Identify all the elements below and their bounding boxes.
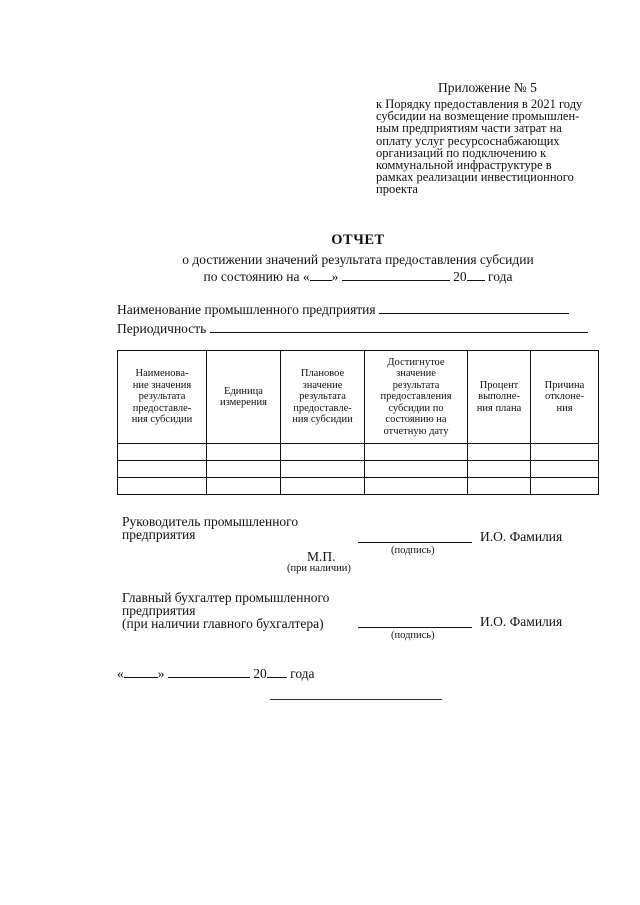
footer-year-blank[interactable] [267, 666, 287, 678]
col-header-percent: Процент выполне- ния плана [468, 351, 531, 444]
table-cell[interactable] [468, 444, 531, 461]
enterprise-name-blank[interactable] [379, 302, 569, 314]
table-cell[interactable] [468, 478, 531, 495]
appendix-reference [376, 98, 604, 196]
table-cell[interactable] [281, 444, 365, 461]
table-row [118, 444, 599, 461]
table-cell[interactable] [365, 478, 468, 495]
year-blank[interactable] [467, 269, 485, 281]
appendix-line: коммунальной инфраструктуре в [376, 158, 552, 173]
footer-month-blank[interactable] [168, 666, 250, 678]
head-name: И.О. Фамилия [480, 529, 563, 544]
results-table [117, 350, 599, 495]
report-title: ОТЧЕТ [331, 232, 385, 248]
enterprise-name-field [117, 302, 569, 318]
col-header-unit: Единица измерения [207, 351, 281, 444]
accountant-signature-caption: (подпись) [391, 630, 435, 641]
accountant-signature-line[interactable] [358, 627, 472, 628]
date-prefix: по состоянию на « [203, 269, 310, 284]
day-blank[interactable] [310, 269, 332, 281]
table-row [118, 461, 599, 478]
appendix-line: оплату услуг ресурсоснабжающих [376, 133, 560, 148]
col-header-name: Наименова- ние значения результата предоставле- ния субсидии [118, 351, 207, 444]
head-signature-caption: (подпись) [391, 545, 435, 556]
month-blank[interactable] [342, 269, 450, 281]
table-cell[interactable] [207, 444, 281, 461]
accountant-label: Главный бухгалтер промышленного предприятия (при наличии главного бухгалтера) [122, 590, 330, 631]
stamp-label: М.П. [307, 549, 336, 564]
appendix-line: рамках реализации инвестиционного [376, 170, 574, 185]
col-header-reason: Причина отклоне- ния [531, 351, 599, 444]
footer-year-suffix: года [290, 666, 315, 681]
table-cell[interactable] [531, 461, 599, 478]
closing-separator [270, 699, 442, 700]
appendix-line: проекта [376, 182, 418, 197]
periodicity-blank[interactable] [210, 321, 588, 333]
report-date-line [0, 269, 640, 285]
table-cell[interactable] [207, 461, 281, 478]
appendix-line: к Порядку предоставления в 2021 году [376, 97, 583, 111]
head-signature-line[interactable] [358, 542, 472, 543]
report-subtitle: о достижении значений результата предоставления субсидии [182, 252, 534, 267]
table-cell[interactable] [118, 478, 207, 495]
table-cell[interactable] [207, 478, 281, 495]
year-suffix: года [488, 269, 513, 284]
appendix-title: Приложение № 5 [438, 80, 537, 95]
footer-year-prefix: 20 [253, 666, 267, 681]
table-cell[interactable] [365, 461, 468, 478]
table-cell[interactable] [281, 478, 365, 495]
head-label: Руководитель промышленного предприятия [122, 514, 299, 542]
footer-open-quote: « [117, 666, 124, 681]
col-header-planned: Плановое значение результата предоставле- ния субсидии [281, 351, 365, 444]
periodicity-label: Периодичность [117, 321, 207, 336]
table-cell[interactable] [531, 444, 599, 461]
table-cell[interactable] [281, 461, 365, 478]
stamp-note: (при наличии) [287, 563, 351, 574]
table-cell[interactable] [531, 478, 599, 495]
table-row [118, 478, 599, 495]
date-mid: » [331, 269, 339, 284]
enterprise-name-label: Наименование промышленного предприятия [117, 302, 376, 317]
appendix-line: ным предприятиям части затрат на [376, 121, 562, 136]
footer-date [117, 666, 315, 682]
appendix-line: субсидии на возмещение промышлен- [376, 109, 580, 124]
table-cell[interactable] [365, 444, 468, 461]
table-cell[interactable] [118, 444, 207, 461]
col-header-achieved: Достигнутое значение результата предоставления субсидии по состоянию на отчетную дату [365, 351, 468, 444]
footer-day-blank[interactable] [124, 666, 158, 678]
table-header-row [118, 351, 599, 444]
table-cell[interactable] [468, 461, 531, 478]
table-cell[interactable] [118, 461, 207, 478]
accountant-name: И.О. Фамилия [480, 614, 563, 629]
periodicity-field [117, 321, 588, 337]
year-prefix: 20 [453, 269, 467, 284]
appendix-line: организаций по подключению к [376, 145, 547, 160]
footer-close-quote: » [157, 666, 165, 681]
